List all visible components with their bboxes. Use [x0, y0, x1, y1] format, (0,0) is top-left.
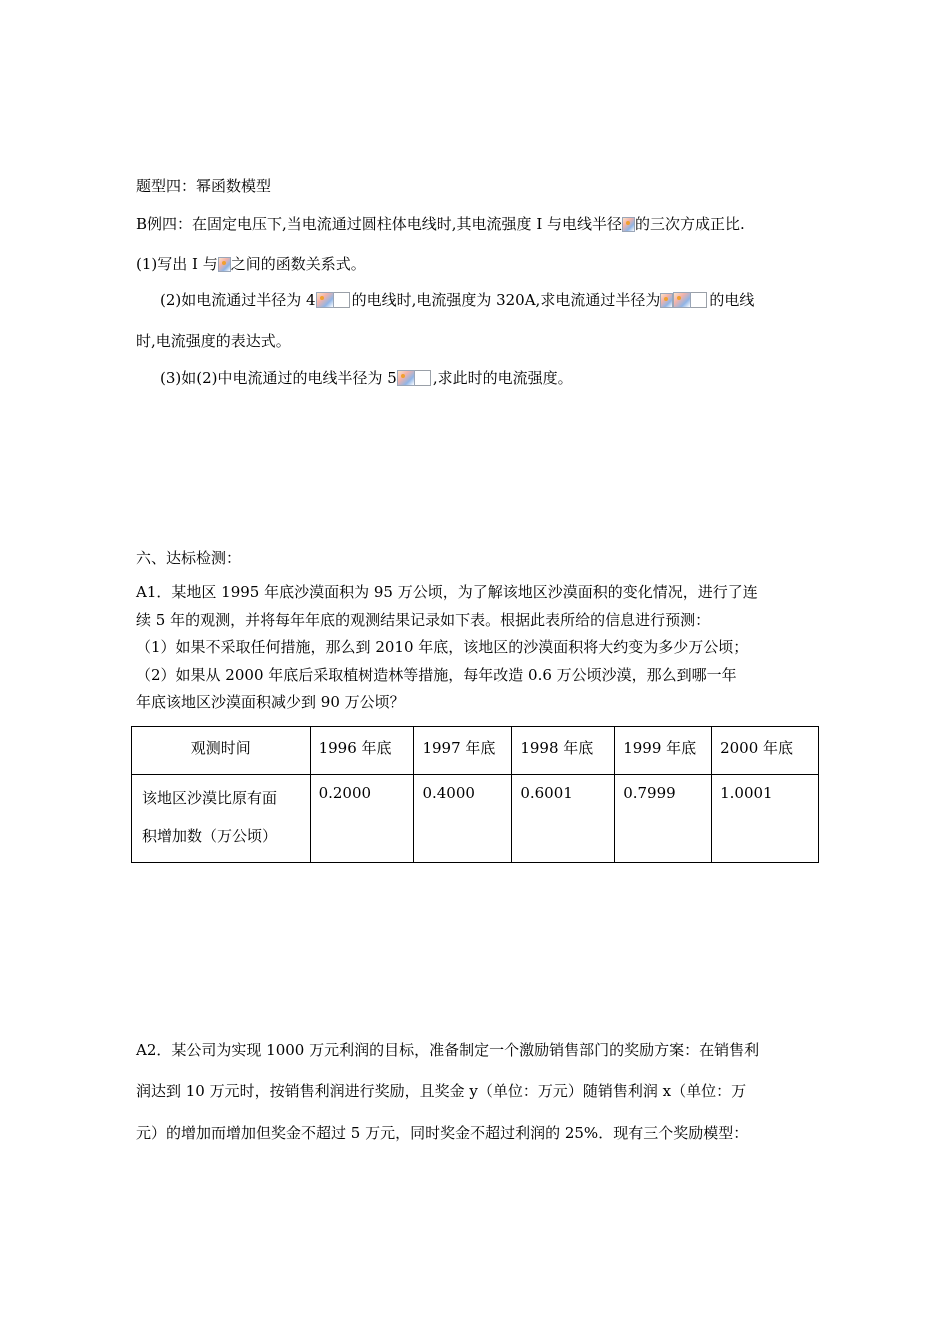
formula-placeholder-box [334, 292, 350, 308]
row-label-line-2: 积增加数（万公顷） [142, 827, 278, 845]
table-header-row [132, 727, 819, 775]
section-title-check: 六、达标检测： [136, 549, 242, 567]
table-header-cell: 1996 年底 [310, 727, 414, 775]
table-header-cell: 2000 年底 [712, 727, 819, 775]
table-row-label [132, 775, 311, 863]
question-2-text-b: 的电线时,电流强度为 320A,求电流通过半径为 [351, 291, 661, 309]
table-header-cell: 1999 年底 [615, 727, 712, 775]
a2-line-3: 元）的增加而增加但奖金不超过 5 万元，同时奖金不超过利润的 25%．现有三个奖励模型： [136, 1124, 749, 1142]
question-2-line-2: 时,电流强度的表达式。 [136, 332, 291, 350]
a1-intro-line-1: A1．某地区 1995 年底沙漠面积为 95 万公顷，为了解该地区沙漠面积的变化情况，进行了连 [136, 583, 758, 601]
a2-line-2: 润达到 10 万元时，按销售利润进行奖励，且奖金 y（单位：万元）随销售利润 x（单位：万 [136, 1082, 747, 1100]
table-cell: 0.2000 [310, 775, 414, 863]
formula-image-icon [660, 293, 673, 308]
table-cell: 1.0001 [712, 775, 819, 863]
example-four-statement [136, 214, 745, 234]
question-1-text-end: 之间的函数关系式。 [230, 255, 366, 273]
formula-image-icon [397, 370, 415, 386]
table-row [132, 775, 819, 863]
formula-image-icon [316, 292, 334, 308]
radius-formula-image-icon [622, 217, 635, 232]
a1-intro-line-2: 续 5 年的观测，并将每年年底的观测结果记录如下表。根据此表所给的信息进行预测： [136, 611, 711, 629]
question-1 [136, 254, 366, 274]
a1-question-2: （2）如果从 2000 年底后采取植树造林等措施，每年改造 0.6 万公顷沙漠，那么到哪一年 [136, 666, 737, 684]
question-3 [160, 368, 573, 388]
question-2-text-a: (2)如电流通过半径为 4 [160, 291, 316, 309]
table-cell: 0.6001 [512, 775, 615, 863]
table-header-cell: 1997 年底 [414, 727, 512, 775]
example-four-text-start: B例四：在固定电压下,当电流通过圆柱体电线时,其电流强度 I 与电线半径 [136, 215, 623, 233]
section-title-power-model: 题型四：幂函数模型 [136, 177, 272, 195]
a1-question-1: （1）如果不采取任何措施，那么到 2010 年底，该地区的沙漠面积将大约变为多少万公顷； [136, 638, 749, 656]
table-header-cell: 1998 年底 [512, 727, 615, 775]
table-header-cell: 观测时间 [132, 727, 311, 775]
question-1-text-start: (1)写出 I 与 [136, 255, 218, 273]
question-2-line-1 [160, 290, 754, 310]
table-cell: 0.4000 [414, 775, 512, 863]
radius-formula-image-icon [218, 257, 231, 272]
formula-placeholder-box [691, 292, 707, 308]
formula-placeholder-box [415, 370, 431, 386]
question-3-text-b: ,求此时的电流强度。 [432, 369, 573, 387]
question-3-text-a: (3)如(2)中电流通过的电线半径为 5 [160, 369, 397, 387]
row-label-line-1: 该地区沙漠比原有面 [142, 789, 278, 807]
a1-question-2-line-2: 年底该地区沙漠面积减少到 90 万公顷？ [136, 693, 405, 711]
table-cell: 0.7999 [615, 775, 712, 863]
question-2-text-c: 的电线 [709, 291, 755, 309]
formula-image-icon [673, 292, 691, 308]
observation-table [131, 726, 819, 863]
example-four-text-end: 的三次方成正比. [635, 215, 745, 233]
a2-line-1: A2．某公司为实现 1000 万元利润的目标，准备制定一个激励销售部门的奖励方案：在销售利 [136, 1041, 760, 1059]
